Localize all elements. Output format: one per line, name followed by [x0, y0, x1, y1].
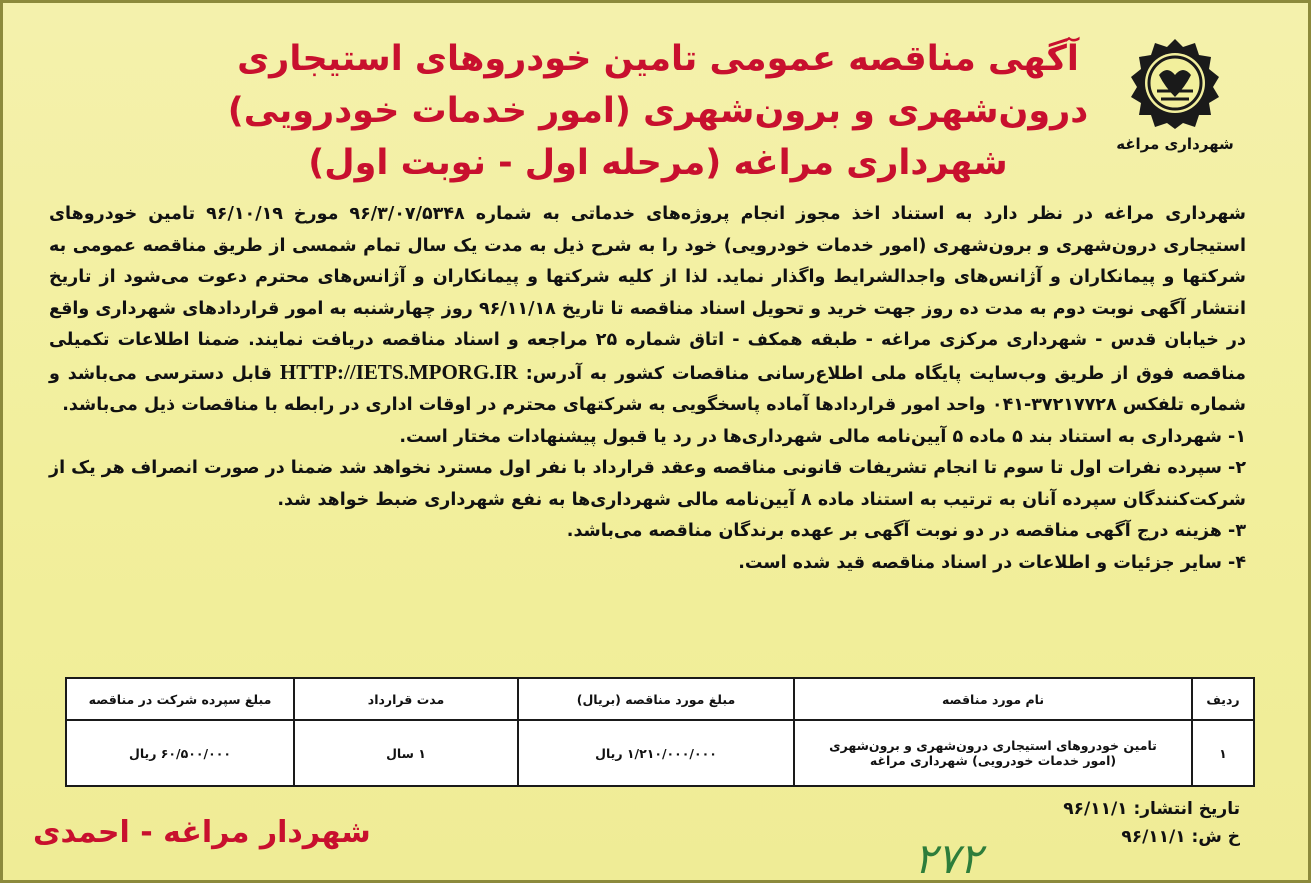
tender-table — [65, 677, 1255, 787]
condition-item: ۴- سایر جزئیات و اطلاعات در اسناد مناقصه قید شده است. — [738, 552, 1246, 573]
cell-amount: ۱/۲۱۰/۰۰۰/۰۰۰ ریال — [518, 720, 794, 786]
header-row-no: ردیف — [1192, 678, 1254, 720]
publish-date: تاریخ انتشار: ۹۶/۱۱/۱ — [1063, 799, 1240, 819]
notice-body — [49, 199, 1246, 579]
notice-title — [208, 33, 1108, 189]
signature: شهردار مراغه - احمدی — [33, 815, 371, 850]
header-deposit: مبلغ سپرده شرکت در مناقصه — [66, 678, 294, 720]
title-line-3: شهرداری مراغه (مرحله اول - نوبت اول) — [308, 143, 1008, 183]
cell-row-no: ۱ — [1192, 720, 1254, 786]
municipality-emblem-icon — [1127, 35, 1223, 131]
condition-item: ۲- سپرده نفرات اول تا سوم تا انجام تشریفات قانونی مناقصه وعقد قرارداد با نفر اول مسترد نخواهد شد ضمنا در صورت انصراف هر یک از شرکت‌کنندگان سپرده آنان به ترتیب به استناد ماده ۸ آیین‌نامه مالی شهرداری‌ها به نفع شهرداری ضبط خواهد شد. — [49, 458, 1246, 510]
kh-sh-date: خ ش: ۹۶/۱۱/۱ — [1121, 827, 1240, 847]
cell-deposit: ۶۰/۵۰۰/۰۰۰ ریال — [66, 720, 294, 786]
conditions-list — [49, 422, 1246, 580]
municipality-logo — [1110, 35, 1240, 153]
subject-line-2: (امور خدمات خودرویی) شهرداری مراغه — [869, 753, 1117, 768]
subject-line-1: تامین خودروهای استیجاری درون‌شهری و برون‌شهری — [829, 738, 1157, 753]
table-header-row — [66, 678, 1254, 720]
title-line-1: آگهی مناقصه عمومی تامین خودروهای استیجاری — [237, 39, 1079, 79]
title-line-2: درون‌شهری و برون‌شهری (امور خدمات خودرویی) — [227, 91, 1089, 131]
intro-text-continued: قابل دسترسی می‌باشد و شماره تلفکس ۳۷۲۱۷۷۲۸-۰۴۱ واحد امور قراردادها آماده پاسخگویی به شرکتهای محترم در اوقات اداری در رابطه با مناقصات ذیل می‌باشد. — [49, 363, 1246, 415]
header-subject: نام مورد مناقصه — [794, 678, 1192, 720]
header-amount: مبلغ مورد مناقصه (بریال) — [518, 678, 794, 720]
intro-paragraph — [49, 199, 1246, 422]
handwritten-number — [883, 829, 1013, 883]
cell-duration: ۱ سال — [294, 720, 518, 786]
condition-item: ۳- هزینه درج آگهی مناقصه در دو نوبت آگهی بر عهده برندگان مناقصه می‌باشد. — [566, 521, 1246, 541]
table-row — [66, 720, 1254, 786]
condition-item: ۱- شهرداری به استناد بند ۵ ماده ۵ آیین‌نامه مالی شهرداری‌ها در رد یا قبول پیشنهادات مختار است. — [399, 426, 1246, 447]
handwritten-number-text: ۲۷۲ — [914, 834, 982, 883]
intro-text: شهرداری مراغه در نظر دارد به استناد اخذ مجوز انجام پروژه‌های خدماتی به شماره ۹۶/۳/۰۷/۵۳۴۸ مورخ ۹۶/۱۰/۱۹ تامین خودروهای استیجاری درون‌شهری و برون‌شهری (امور خدمات خودرویی) خود را به شرح ذیل به مدت یک سال تمام شمسی از طریق مناقصه عمومی به شرکتها و پیمانکاران و آژانس‌های واجدالشرایط واگذار نماید. لذا از کلیه شرکتها و پیمانکاران و آژانس‌های محترم دعوت می‌شود از تاریخ انتشار آگهی نوبت دوم به مدت ده روز جهت خرید و تحویل اسناد مناقصه تا تاریخ ۹۶/۱۱/۱۸ روز چهارشنبه به امور قراردادهای شهرداری واقع در خیابان قدس - شهرداری مرکزی مراغه - طبقه همکف - اتاق شماره ۲۵ مراجعه و اسناد مناقصه دریافت نمایند. ضمنا اطلاعات تکمیلی مناقصه فوق از طریق وب‌سایت پایگاه ملی اطلاع‌رسانی مناقصات کشور به آدرس: — [49, 204, 1247, 384]
logo-caption: شهرداری مراغه — [1116, 135, 1234, 153]
website-link[interactable]: HTTP://IETS.MPORG.IR — [279, 359, 518, 384]
header-duration: مدت قرارداد — [294, 678, 518, 720]
cell-subject — [794, 720, 1192, 786]
